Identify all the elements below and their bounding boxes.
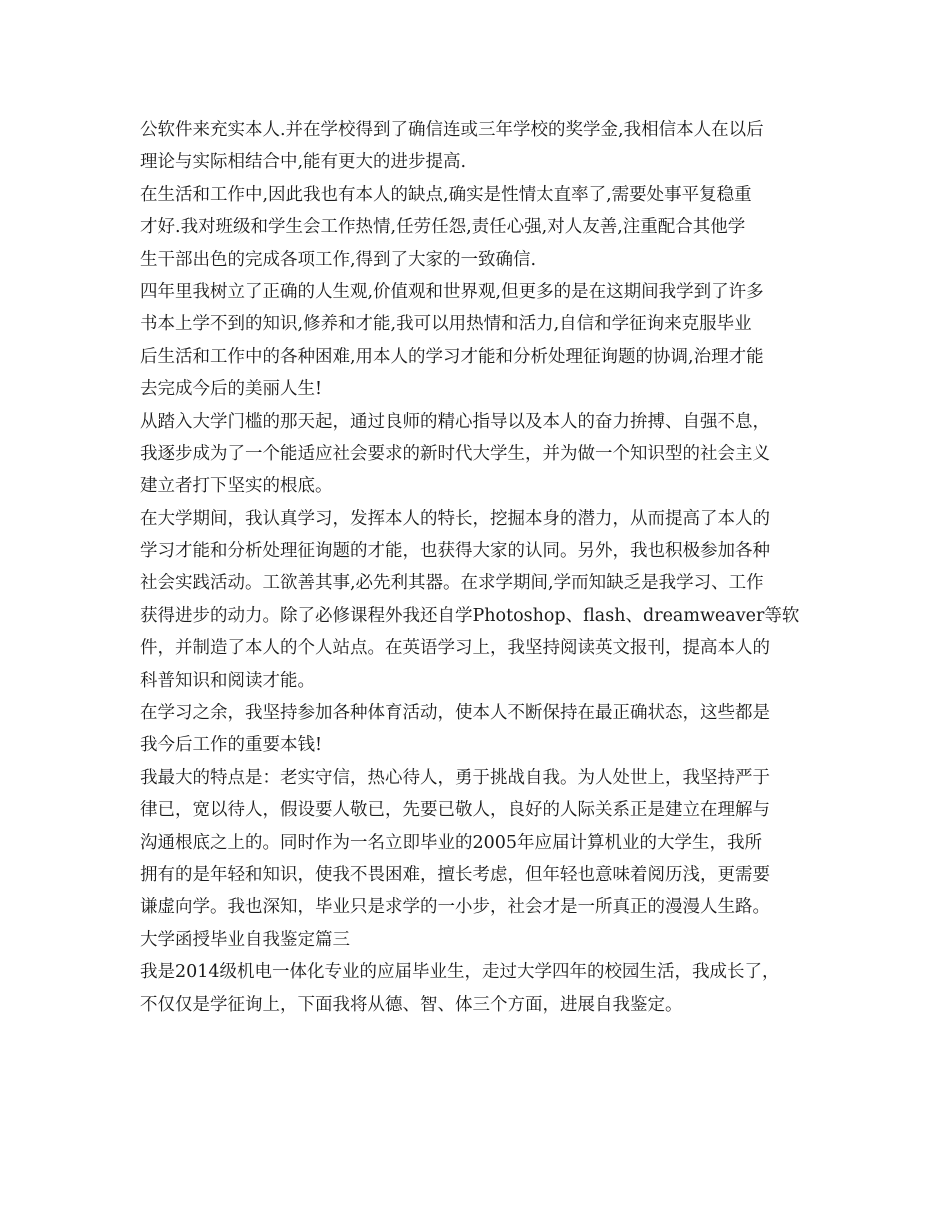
text-line: 我是2014级机电一体化专业的应届毕业生，走过大学四年的校园生活，我成长了，	[140, 962, 780, 983]
text-line: 我最大的特点是：老实守信，热心待人，勇于挑战自我。为人处世上，我坚持严于	[140, 767, 770, 788]
text-line: 拥有的是年轻和知识，使我不畏困难，擅长考虑，但年轻也意味着阅历浅，更需要	[140, 864, 770, 885]
text-line: 书本上学不到的知识,修养和才能,我可以用热情和活力,自信和学征询来克服毕业	[140, 314, 752, 335]
text-line: 律已，宽以待人，假设要人敬已，先要已敬人，良好的人际关系正是建立在理解与	[140, 800, 770, 821]
section-heading: 大学函授毕业自我鉴定篇三	[140, 929, 350, 950]
text-line: 从踏入大学门槛的那天起，通过良师的精心指导以及本人的奋力拚搏、自强不息，	[140, 411, 770, 432]
text-line: 学习才能和分析处理征询题的才能，也获得大家的认同。另外，我也积极参加各种	[140, 541, 770, 562]
text-line: 件，并制造了本人的个人站点。在英语学习上，我坚持阅读英文报刊，提高本人的	[140, 638, 770, 659]
text-line: 我逐步成为了一个能适应社会要求的新时代大学生，并为做一个知识型的社会主义	[140, 443, 770, 464]
text-line: 理论与实际相结合中,能有更大的进步提高.	[140, 152, 467, 173]
text-line: 在大学期间，我认真学习，发挥本人的特长，挖掘本身的潜力，从而提高了本人的	[140, 508, 770, 529]
text-line: 生干部出色的完成各项工作,得到了大家的一致确信.	[140, 249, 537, 270]
document-body	[140, 114, 820, 1021]
text-line: 后生活和工作中的各种困难,用本人的学习才能和分析处理征询题的协调,治理才能	[140, 346, 764, 367]
text-line: 谦虚向学。我也深知，毕业只是求学的一小步，社会才是一所真正的漫漫人生路。	[140, 897, 770, 918]
text-line: 四年里我树立了正确的人生观,价值观和世界观,但更多的是在这期间我学到了许多	[140, 281, 764, 302]
text-line: 在生活和工作中,因此我也有本人的缺点,确实是性情太直率了,需要处事平复稳重	[140, 184, 752, 205]
text-line: 社会实践活动。工欲善其事,必先利其器。在求学期间,学而知缺乏是我学习、工作	[140, 573, 764, 594]
text-line: 在学习之余，我坚持参加各种体育活动，使本人不断保持在最正确状态，这些都是	[140, 703, 770, 724]
text-line: 我今后工作的重要本钱!	[140, 735, 323, 756]
text-line: 不仅仅是学征询上，下面我将从德、智、体三个方面，进展自我鉴定。	[140, 994, 683, 1015]
text-line: 去完成今后的美丽人生!	[140, 379, 323, 400]
text-line: 公软件来充实本人.并在学校得到了确信连或三年学校的奖学金,我相信本人在以后	[140, 120, 764, 140]
text-line: 才好.我对班级和学生会工作热情,任劳任怨,责任心强,对人友善,注重配合其他学	[140, 217, 746, 238]
text-line: 获得进步的动力。除了必修课程外我还自学Photoshop、flash、dreamweaver等软	[140, 605, 800, 626]
text-line: 建立者打下坚实的根底。	[140, 476, 333, 497]
text-line: 科普知识和阅读才能。	[140, 670, 315, 691]
text-line: 沟通根底之上的。同时作为一名立即毕业的2005年应届计算机业的大学生，我所	[140, 832, 763, 853]
